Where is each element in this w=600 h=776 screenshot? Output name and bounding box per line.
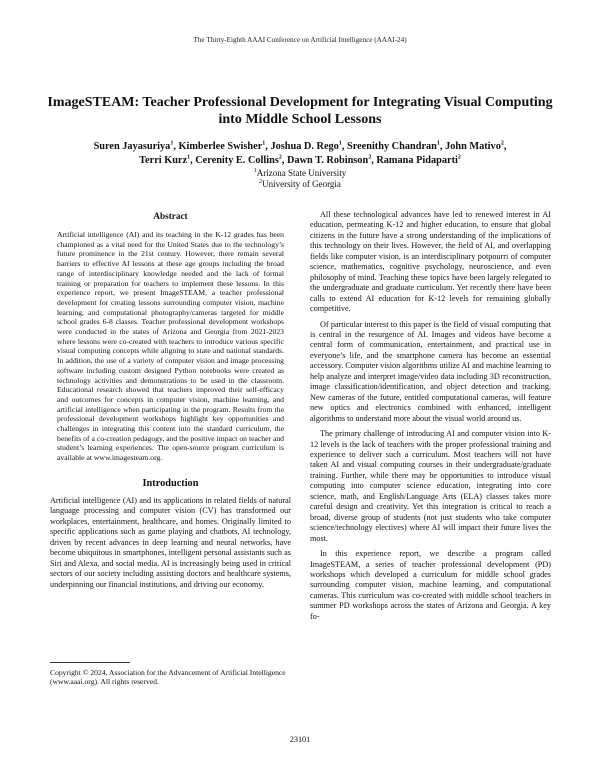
- footnote-rule: [50, 662, 130, 663]
- author-affiliation-mark: 1: [262, 140, 266, 147]
- author-name: Ramana Pidaparti: [376, 155, 458, 166]
- author-affiliation-mark: 1: [170, 140, 174, 147]
- affiliation: $^2$University of Georgia: [259, 179, 341, 189]
- author-affiliation-mark: 1: [187, 154, 191, 161]
- conference-header: The Thirty-Eighth AAAI Conference on Artificial Intelligence (AAAI-24): [193, 36, 407, 44]
- author-name: Joshua D. Rego: [270, 141, 339, 152]
- author-affiliation-mark: 2: [278, 154, 282, 161]
- paper-title: ImageSTEAM: Teacher Professional Development for Integrating Visual Computing into Middle School Lessons: [47, 95, 553, 127]
- author-list: Suren Jayasuriya$^1$, Kimberlee Swisher$^1$, Joshua D. Rego$^1$, Sreenithy Chandran$^1$, John Mativo$^2$, Terri Kurz$^1$, Cerenity E. Collins$^2$, Dawn T. Robinson$^2$, Ramana Pidaparti$^2$: [93, 140, 507, 166]
- author-name: John Mativo: [445, 141, 501, 152]
- author-name: Kimberlee Swisher: [178, 141, 263, 152]
- abstract-text: Artificial intelligence (AI) and its teaching in the K-12 grades has been championed as a vital need for the United States due to the technology’s future prominence in the 21st century. However, there remain several barriers to effective AI lessons at these age groups including the broad range of interdisciplinary knowledge needed and the lack of formal training or preparation for teachers to implement these lessons. In this experience report, we present ImageSTEAM, a teacher professional development for creating lessons surrounding computer vision, machine learning, and computational photography/cameras targeted for middle school grades 6-8 classes. Teacher professional development workshops were conducted in the states of Arizona and Georgia from 2021-2023 where lessons were co-created with teachers to introduce various specific visual computing concepts while aligning to state and national standards. In addition, the use of a variety of computer vision and image processing software including custom designed Python notebooks were created as technology activities and demonstrations to be used in the classroom. Educational research showed that teachers improved their self-efficacy and outcomes for concepts in computer vision, machine learning, and artificial intelligence when participating in the program. Results from the professional development workshops highlight key opportunities and challenges in integrating this content into the standard curriculum, the benefits of a co-creation pedagogy, and the positive impact on teacher and student’s learning experiences. The open-source program curriculum is available at www.imagesteam.org.: [57, 230, 284, 463]
- body-paragraph: Of particular interest to this paper is the field of visual computing that is central in the resurgence of AI. Images and videos have become a central form of communication, entertainment, and practical use in everyone’s life, and the smartphone camera has become an essential accessory. Computer vision algorithms utilize AI and machine learning to help analyze and interpret image/video data including 3D reconstruction, image classification/identification, and object detection and tracking. New cameras of the future, entitled computational cameras, will feature new optics and electronics combined with enhanced, intelligent algorithms to understand more about the visual world around us.: [310, 319, 551, 423]
- author-name: Cerenity E. Collins: [195, 155, 279, 166]
- affiliation: $^1$Arizona State University: [253, 168, 347, 178]
- author-affiliation-mark: 1: [338, 140, 342, 147]
- body-paragraph: In this experience report, we describe a program called ImageSTEAM, a series of teacher professional development (PD) workshops which developed a curriculum for middle school grades surrounding computer vision, machine learning, and computational cameras. This curriculum was co-created with middle school teachers in summer PD workshops across the states of Arizona and Georgia. A key fo-: [310, 549, 551, 621]
- author-affiliation-mark: 2: [500, 140, 504, 147]
- author-name: Terri Kurz: [139, 155, 188, 166]
- author-name: Suren Jayasuriya: [93, 141, 171, 152]
- author-name: Sreenithy Chandran: [346, 141, 437, 152]
- left-column: [50, 210, 291, 590]
- right-column: [310, 210, 551, 627]
- body-paragraph: The primary challenge of introducing AI and computer vision into K-12 levels is the lack of teachers with the proper professional training and experience to deliver such a curriculum. Most teachers will not have taken AI and visual computing courses in their undergraduate/graduate training. Further, while there may be opportunities to introduce visual computing into computer science education, integrating into core science, math, and English/Language Arts (ELA) classes takes more careful design and creativity. Yet this integration is critical to reach a broad, diverse group of students (not just students who take computer science/technology electives) where AI will impact their future lives the most.: [310, 429, 551, 543]
- page-number: 23101: [289, 735, 311, 744]
- author-affiliation-mark: 2: [368, 154, 372, 161]
- affiliation-list: [40, 168, 560, 190]
- body-paragraph: All these technological advances have led to renewed interest in AI education, permeating K-12 and higher education, to ensure that global citizens in the future have a strong understanding of the implications of this technology on their lives. However, the field of AI, and overlapping fields like computer vision, is an interdisciplinary potpourri of computer science, mathematics, cognitive psychology, neuroscience, and even philosophy of mind. Teaching these topics have been largely relegated to the undergraduate and graduate curriculum. Yet recently there have been calls to extend AI education for K-12 levels for remaining globally competitive.: [310, 210, 551, 314]
- author-affiliation-mark: 1: [436, 140, 440, 147]
- introduction-heading: Introduction: [142, 477, 199, 489]
- abstract-heading: Abstract: [153, 211, 188, 221]
- copyright-notice: Copyright © 2024, Association for the Advancement of Artificial Intelligence (www.aaai.org). All rights reserved.: [50, 668, 286, 687]
- author-affiliation-mark: 2: [457, 154, 461, 161]
- author-name: Dawn T. Robinson: [287, 155, 369, 166]
- introduction-paragraph: Artificial intelligence (AI) and its applications in related fields of natural language processing and computer vision (CV) has transformed our workplaces, entertainment, healthcare, and homes. Originally limited to specific applications such as game playing and chatbots, AI technology, driven by recent advances in deep learning and neural networks, have become ubiquitous in smartphones, intelligent personal assistants such as Siri and Alexa, and social media. AI is increasingly being used in critical sectors of our society including assisting doctors and healthcare systems, underpinning our financial institutions, and driving our economy.: [50, 495, 291, 589]
